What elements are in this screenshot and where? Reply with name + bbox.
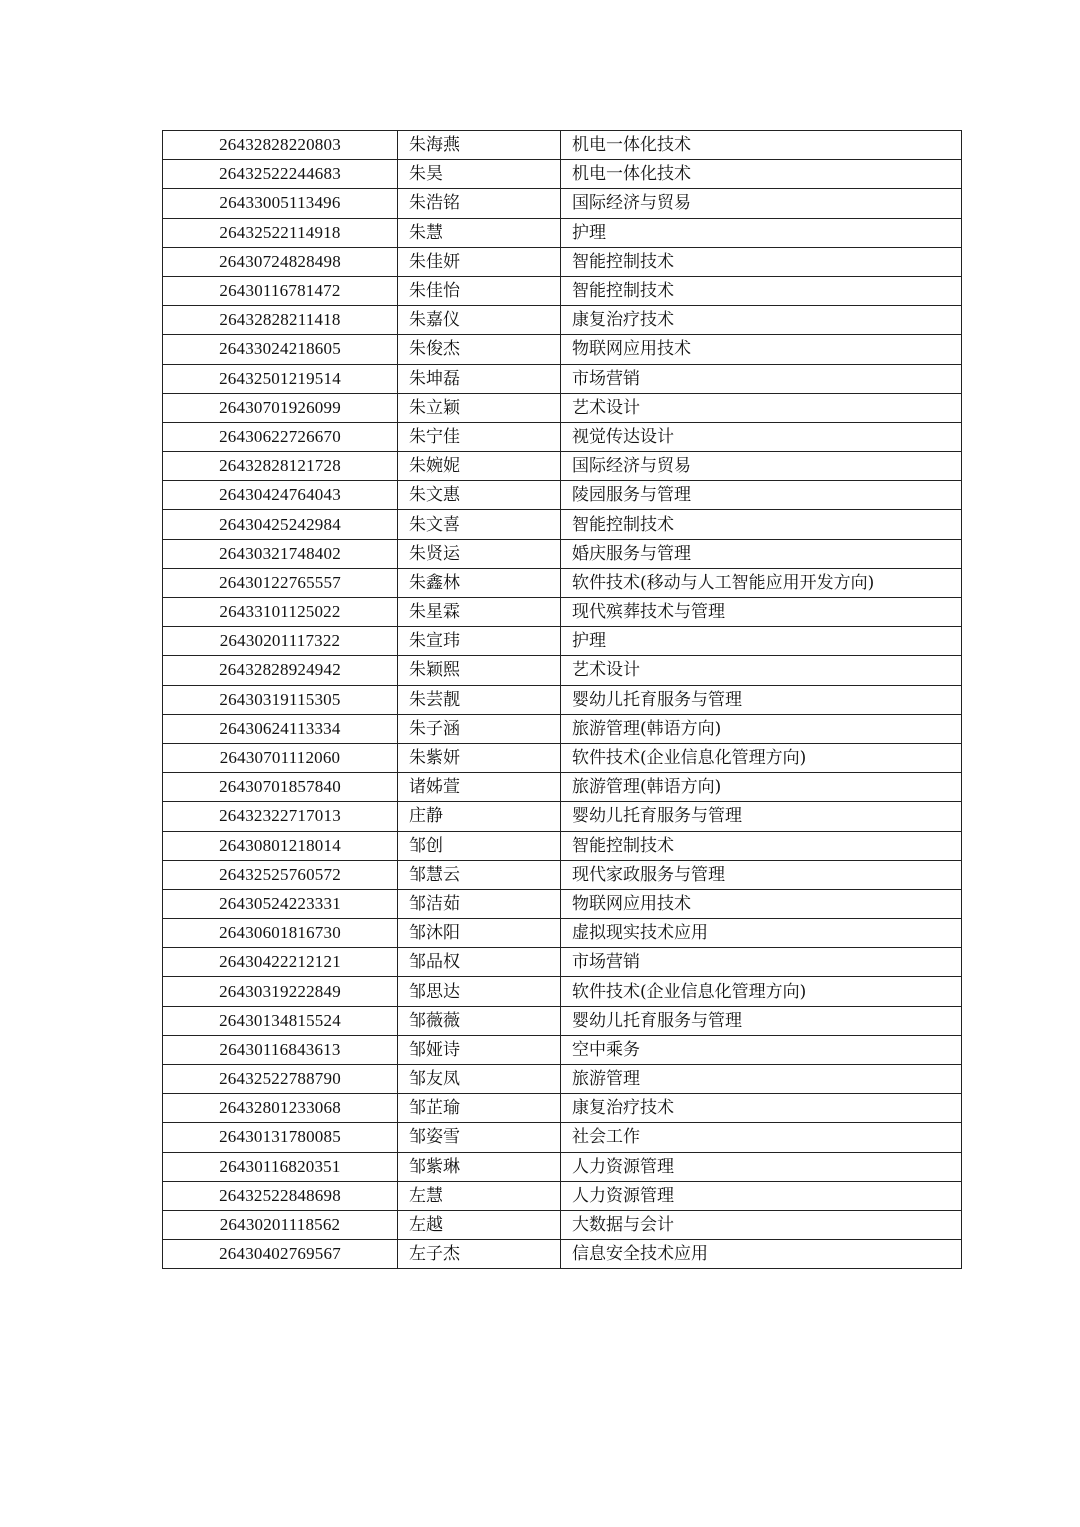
student-name-cell: 朱子涵	[398, 714, 561, 743]
major-cell: 物联网应用技术	[561, 335, 962, 364]
major-cell: 物联网应用技术	[561, 889, 962, 918]
major-cell: 国际经济与贸易	[561, 452, 962, 481]
major-cell: 软件技术(企业信息化管理方向)	[561, 743, 962, 772]
exam-number-cell: 26433005113496	[163, 189, 398, 218]
student-name-cell: 朱立颖	[398, 393, 561, 422]
table-row	[163, 1123, 962, 1152]
table-row	[163, 510, 962, 539]
table-row	[163, 306, 962, 335]
table-row	[163, 393, 962, 422]
exam-number-cell: 26430801218014	[163, 831, 398, 860]
major-cell: 软件技术(企业信息化管理方向)	[561, 977, 962, 1006]
exam-number-cell: 26430424764043	[163, 481, 398, 510]
student-name-cell: 邹品权	[398, 948, 561, 977]
major-cell: 空中乘务	[561, 1035, 962, 1064]
major-cell: 旅游管理(韩语方向)	[561, 773, 962, 802]
student-name-cell: 邹姿雪	[398, 1123, 561, 1152]
exam-number-cell: 26430116820351	[163, 1152, 398, 1181]
table-row	[163, 598, 962, 627]
exam-number-cell: 26432828924942	[163, 656, 398, 685]
major-cell: 大数据与会计	[561, 1210, 962, 1239]
table-row	[163, 1152, 962, 1181]
major-cell: 视觉传达设计	[561, 422, 962, 451]
student-name-cell: 邹思达	[398, 977, 561, 1006]
table-row	[163, 919, 962, 948]
table-row	[163, 948, 962, 977]
exam-number-cell: 26430724828498	[163, 247, 398, 276]
exam-number-cell: 26432522848698	[163, 1181, 398, 1210]
table-row	[163, 743, 962, 772]
exam-number-cell: 26430425242984	[163, 510, 398, 539]
table-row	[163, 452, 962, 481]
major-cell: 机电一体化技术	[561, 131, 962, 160]
table-row	[163, 860, 962, 889]
exam-number-cell: 26432828220803	[163, 131, 398, 160]
exam-number-cell: 26430701112060	[163, 743, 398, 772]
exam-number-cell: 26430524223331	[163, 889, 398, 918]
table-row	[163, 1094, 962, 1123]
student-name-cell: 朱宣玮	[398, 627, 561, 656]
student-name-cell: 朱海燕	[398, 131, 561, 160]
roster-body	[163, 131, 962, 1269]
exam-number-cell: 26430701926099	[163, 393, 398, 422]
student-name-cell: 邹芷瑜	[398, 1094, 561, 1123]
exam-number-cell: 26430122765557	[163, 568, 398, 597]
major-cell: 艺术设计	[561, 393, 962, 422]
exam-number-cell: 26432522788790	[163, 1065, 398, 1094]
table-row	[163, 802, 962, 831]
major-cell: 智能控制技术	[561, 247, 962, 276]
exam-number-cell: 26430422212121	[163, 948, 398, 977]
table-row	[163, 160, 962, 189]
major-cell: 人力资源管理	[561, 1181, 962, 1210]
table-row	[163, 189, 962, 218]
student-name-cell: 邹创	[398, 831, 561, 860]
table-row	[163, 831, 962, 860]
exam-number-cell: 26432525760572	[163, 860, 398, 889]
table-row	[163, 627, 962, 656]
student-name-cell: 朱浩铭	[398, 189, 561, 218]
exam-number-cell: 26430701857840	[163, 773, 398, 802]
student-name-cell: 邹洁茹	[398, 889, 561, 918]
exam-number-cell: 26430319222849	[163, 977, 398, 1006]
exam-number-cell: 26432522114918	[163, 218, 398, 247]
student-name-cell: 邹慧云	[398, 860, 561, 889]
student-name-cell: 朱星霖	[398, 598, 561, 627]
major-cell: 婴幼儿托育服务与管理	[561, 685, 962, 714]
table-row	[163, 247, 962, 276]
table-row	[163, 539, 962, 568]
exam-number-cell: 26430201117322	[163, 627, 398, 656]
table-row	[163, 1006, 962, 1035]
major-cell: 旅游管理	[561, 1065, 962, 1094]
exam-number-cell: 26430321748402	[163, 539, 398, 568]
exam-number-cell: 26432522244683	[163, 160, 398, 189]
major-cell: 信息安全技术应用	[561, 1240, 962, 1269]
table-row	[163, 1210, 962, 1239]
exam-number-cell: 26430601816730	[163, 919, 398, 948]
major-cell: 虚拟现实技术应用	[561, 919, 962, 948]
student-name-cell: 朱芸靓	[398, 685, 561, 714]
exam-number-cell: 26430134815524	[163, 1006, 398, 1035]
student-name-cell: 邹紫琳	[398, 1152, 561, 1181]
major-cell: 智能控制技术	[561, 510, 962, 539]
student-name-cell: 朱文喜	[398, 510, 561, 539]
table-row	[163, 977, 962, 1006]
table-row	[163, 685, 962, 714]
exam-number-cell: 26432501219514	[163, 364, 398, 393]
major-cell: 婴幼儿托育服务与管理	[561, 1006, 962, 1035]
exam-number-cell: 26432322717013	[163, 802, 398, 831]
student-name-cell: 邹娅诗	[398, 1035, 561, 1064]
major-cell: 人力资源管理	[561, 1152, 962, 1181]
student-name-cell: 朱宁佳	[398, 422, 561, 451]
student-name-cell: 朱佳怡	[398, 276, 561, 305]
table-row	[163, 1240, 962, 1269]
exam-number-cell: 26430131780085	[163, 1123, 398, 1152]
major-cell: 软件技术(移动与人工智能应用开发方向)	[561, 568, 962, 597]
major-cell: 智能控制技术	[561, 831, 962, 860]
student-name-cell: 朱文惠	[398, 481, 561, 510]
student-name-cell: 朱颖熙	[398, 656, 561, 685]
student-name-cell: 朱婉妮	[398, 452, 561, 481]
table-row	[163, 218, 962, 247]
table-row	[163, 1065, 962, 1094]
major-cell: 陵园服务与管理	[561, 481, 962, 510]
major-cell: 市场营销	[561, 948, 962, 977]
table-row	[163, 773, 962, 802]
student-name-cell: 朱紫妍	[398, 743, 561, 772]
table-row	[163, 889, 962, 918]
exam-number-cell: 26430116843613	[163, 1035, 398, 1064]
major-cell: 社会工作	[561, 1123, 962, 1152]
exam-number-cell: 26433101125022	[163, 598, 398, 627]
student-name-cell: 朱鑫林	[398, 568, 561, 597]
table-row	[163, 481, 962, 510]
major-cell: 康复治疗技术	[561, 306, 962, 335]
exam-number-cell: 26433024218605	[163, 335, 398, 364]
major-cell: 婚庆服务与管理	[561, 539, 962, 568]
major-cell: 艺术设计	[561, 656, 962, 685]
table-row	[163, 1181, 962, 1210]
major-cell: 康复治疗技术	[561, 1094, 962, 1123]
student-name-cell: 朱贤运	[398, 539, 561, 568]
exam-number-cell: 26430116781472	[163, 276, 398, 305]
student-name-cell: 左子杰	[398, 1240, 561, 1269]
major-cell: 现代家政服务与管理	[561, 860, 962, 889]
student-name-cell: 朱嘉仪	[398, 306, 561, 335]
exam-number-cell: 26430402769567	[163, 1240, 398, 1269]
major-cell: 智能控制技术	[561, 276, 962, 305]
table-row	[163, 364, 962, 393]
exam-number-cell: 26430624113334	[163, 714, 398, 743]
table-row	[163, 131, 962, 160]
exam-number-cell: 26430622726670	[163, 422, 398, 451]
student-name-cell: 朱慧	[398, 218, 561, 247]
exam-number-cell: 26430201118562	[163, 1210, 398, 1239]
student-name-cell: 朱坤磊	[398, 364, 561, 393]
student-name-cell: 庄静	[398, 802, 561, 831]
major-cell: 护理	[561, 218, 962, 247]
major-cell: 机电一体化技术	[561, 160, 962, 189]
student-name-cell: 邹沐阳	[398, 919, 561, 948]
table-row	[163, 276, 962, 305]
table-row	[163, 1035, 962, 1064]
table-row	[163, 422, 962, 451]
major-cell: 护理	[561, 627, 962, 656]
student-name-cell: 邹薇薇	[398, 1006, 561, 1035]
student-name-cell: 左越	[398, 1210, 561, 1239]
exam-number-cell: 26432828121728	[163, 452, 398, 481]
student-name-cell: 朱佳妍	[398, 247, 561, 276]
major-cell: 现代殡葬技术与管理	[561, 598, 962, 627]
student-name-cell: 朱昊	[398, 160, 561, 189]
student-name-cell: 朱俊杰	[398, 335, 561, 364]
student-name-cell: 诸姊萱	[398, 773, 561, 802]
major-cell: 旅游管理(韩语方向)	[561, 714, 962, 743]
major-cell: 国际经济与贸易	[561, 189, 962, 218]
table-row	[163, 568, 962, 597]
student-name-cell: 邹友凤	[398, 1065, 561, 1094]
student-name-cell: 左慧	[398, 1181, 561, 1210]
exam-number-cell: 26432801233068	[163, 1094, 398, 1123]
major-cell: 市场营销	[561, 364, 962, 393]
exam-number-cell: 26430319115305	[163, 685, 398, 714]
table-row	[163, 335, 962, 364]
table-row	[163, 714, 962, 743]
table-row	[163, 656, 962, 685]
student-roster-table	[162, 130, 962, 1269]
exam-number-cell: 26432828211418	[163, 306, 398, 335]
major-cell: 婴幼儿托育服务与管理	[561, 802, 962, 831]
